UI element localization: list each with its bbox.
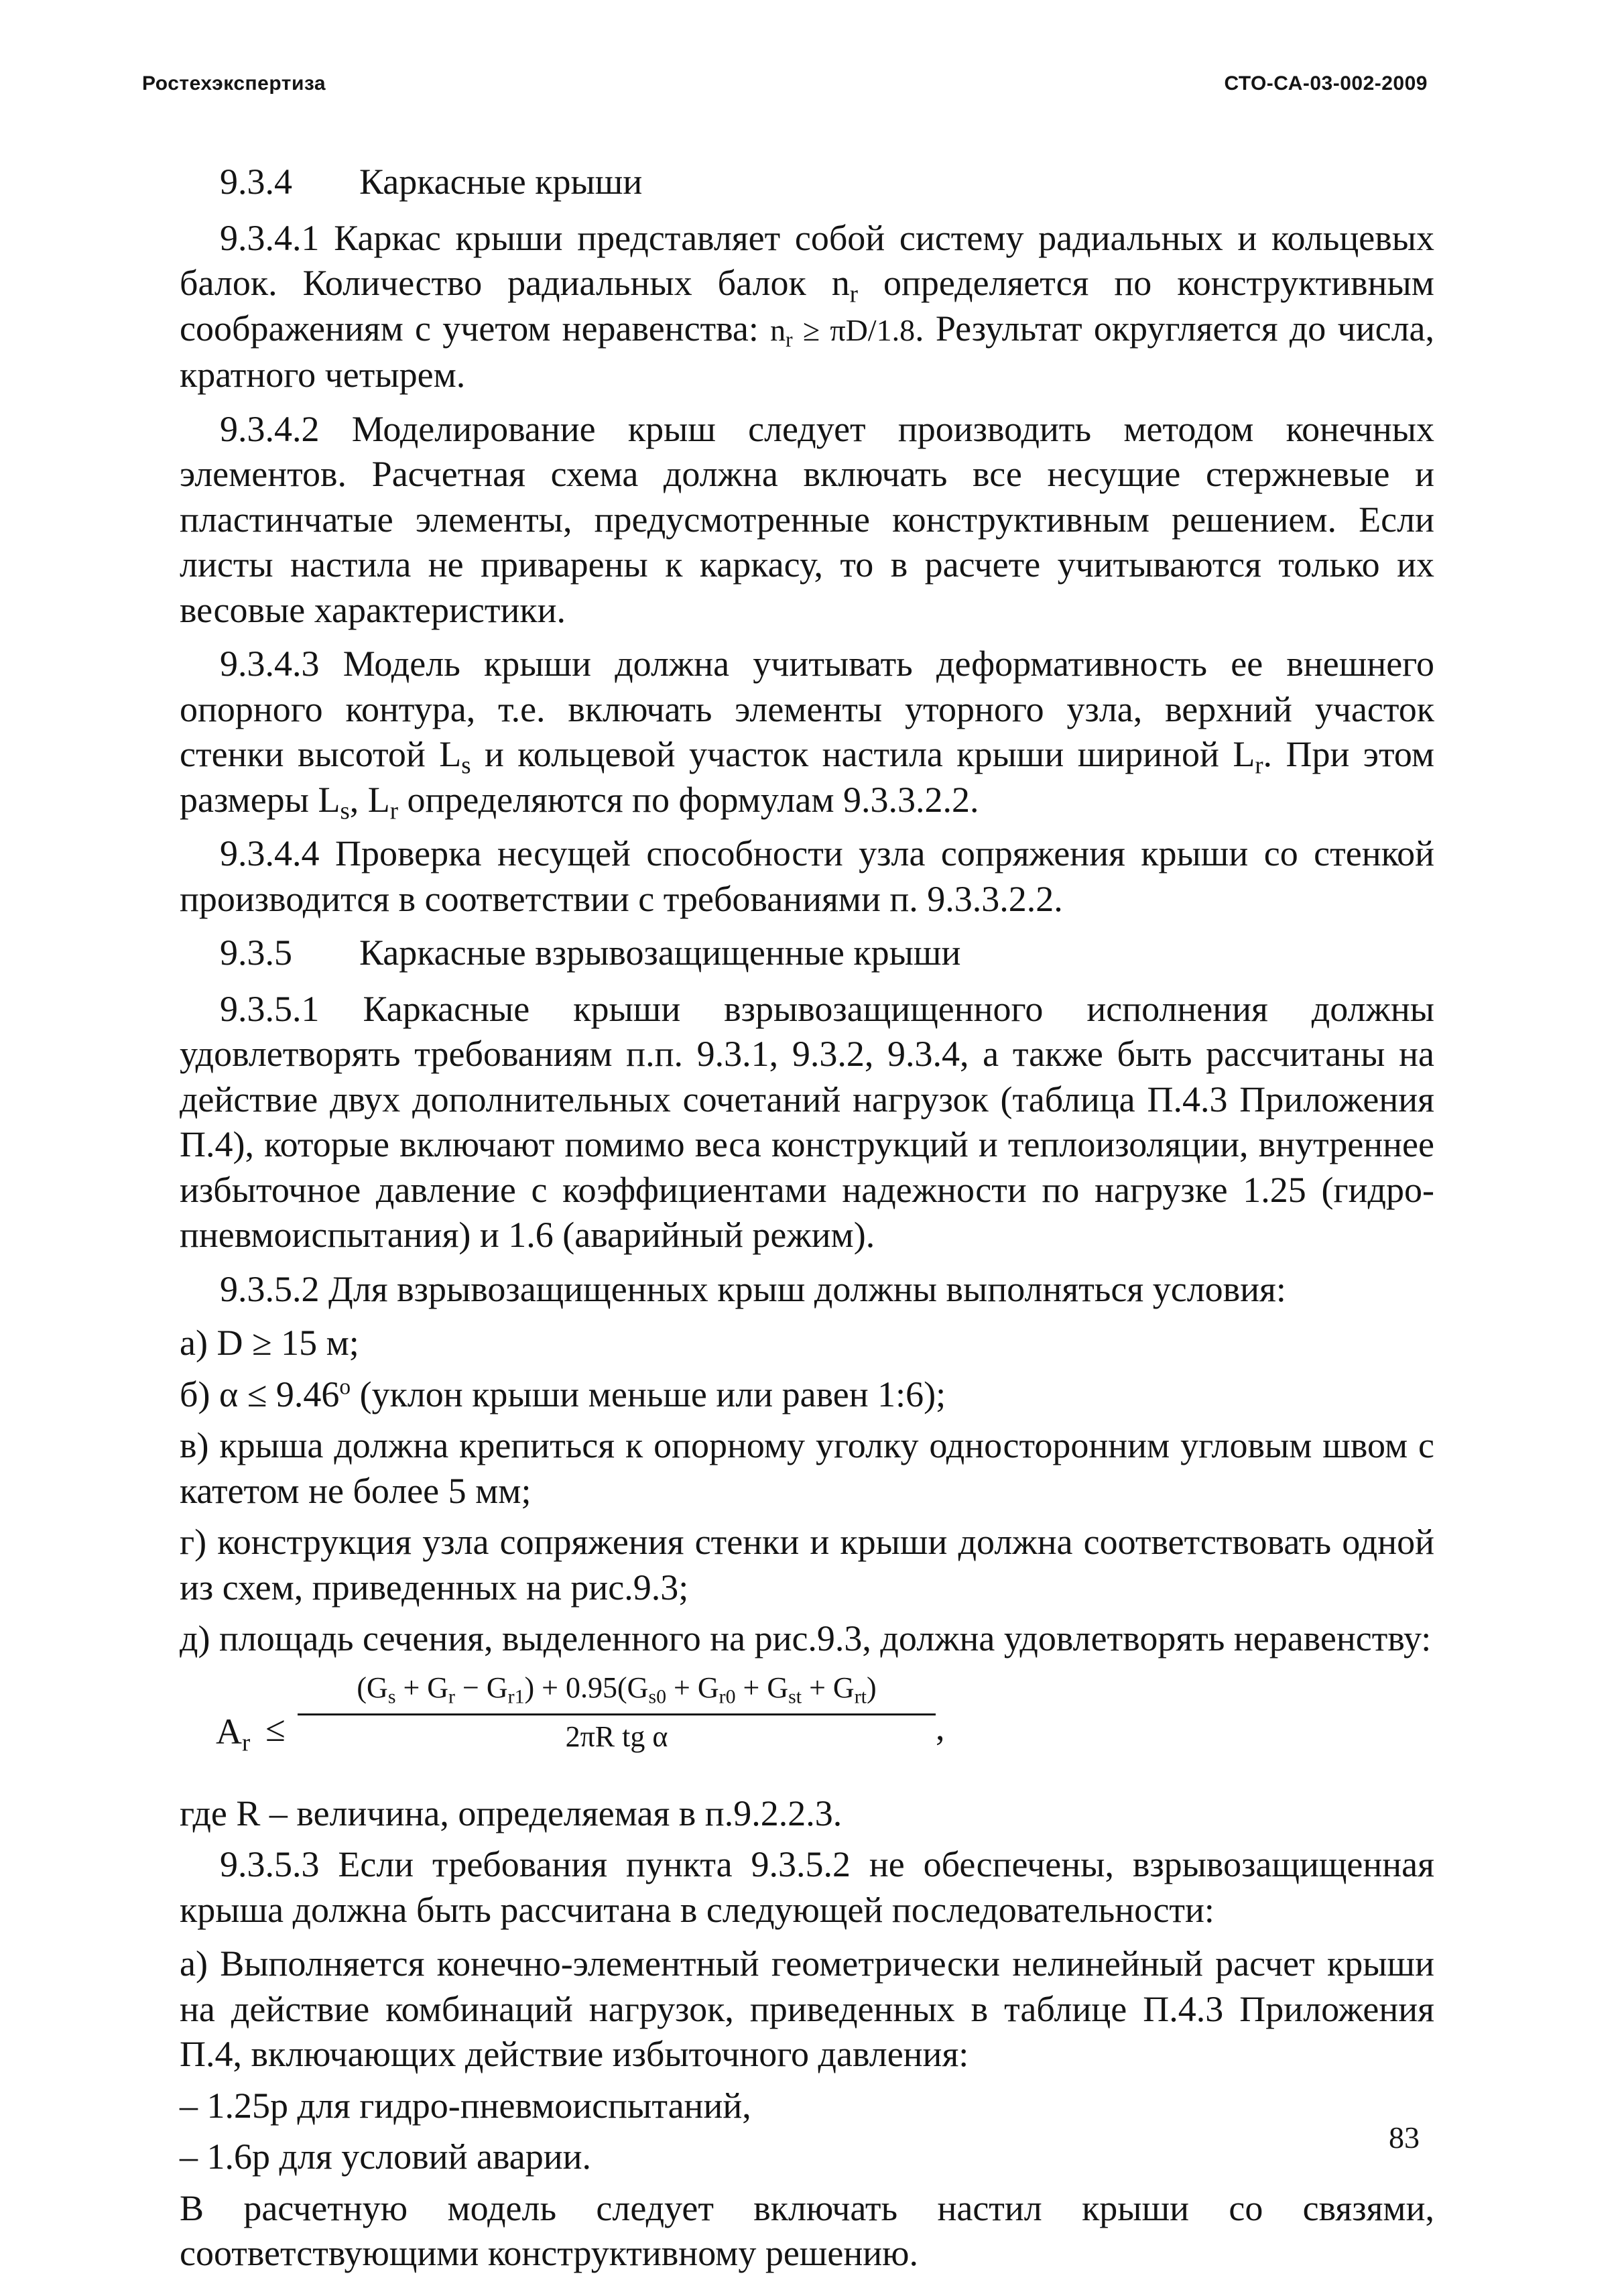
subscript: s xyxy=(340,796,350,824)
math-symbol: A xyxy=(216,1711,242,1752)
paragraph-9-3-4-4: 9.3.4.4 Проверка несущей способности узла сопряжения крыши со стенкой производится в соответствии с требованиями п. 9.3.3.2.2. xyxy=(180,833,1434,919)
where-r-note: где R – величина, определяемая в п.9.2.2.3. xyxy=(180,1793,843,1833)
formula-numerator xyxy=(295,1673,938,1711)
paragraph-text: и кольцевой участок настила крыши шириной L xyxy=(471,734,1255,774)
subscript: r xyxy=(1255,751,1263,779)
paragraph-text: 9.3.4.3 Модель крыши должна учитывать деформативность ее внешнего опорного контура, т.е. включать элементы уторного узла, верхний участок стенки высотой L xyxy=(180,644,1434,774)
page-body xyxy=(180,160,1434,2283)
paragraph-text: . При этом размеры L xyxy=(180,734,1435,820)
step-a: а) Выполняется конечно-элементный геометрически нелинейный расчет крыши на действие комбинаций нагрузок, приведенных в таблице П.4.3 Приложения П.4, включающих действие избыточного давления: xyxy=(180,1943,1434,2074)
closing-paragraph: В расчетную модель следует включать настил крыши со связями, соответствующими конструктивному решению. xyxy=(180,2187,1434,2273)
section-heading-9-3-4 xyxy=(220,160,1434,205)
condition-b xyxy=(180,1372,1434,1418)
section-heading-9-3-5 xyxy=(220,930,1434,976)
inline-inequality xyxy=(770,312,916,351)
math-term: − G xyxy=(455,1671,508,1704)
condition-a: а) D ≥ 15 м; xyxy=(180,1323,359,1363)
section-title: Каркасные взрывозащищенные крыши xyxy=(359,932,961,973)
fraction-bar xyxy=(298,1713,936,1715)
math-term: ) xyxy=(866,1671,877,1704)
subscript: r0 xyxy=(719,1685,736,1707)
section-number: 9.3.4 xyxy=(220,162,292,202)
load-case-2: – 1.6p для условий аварии. xyxy=(180,2136,591,2177)
subscript: st xyxy=(788,1685,802,1707)
formula-fraction xyxy=(295,1673,938,1752)
subscript: s0 xyxy=(648,1685,667,1707)
paragraph-9-3-4-1 xyxy=(180,216,1434,398)
math-term: ) + 0.95(G xyxy=(524,1671,649,1704)
formula-comma: , xyxy=(936,1707,945,1748)
math-term: (G xyxy=(357,1671,388,1704)
header-document-code: СТО-СА-03-002-2009 xyxy=(1224,72,1428,95)
paragraph-text: определяются по формулам 9.3.3.2.2. xyxy=(397,779,979,820)
load-case-1: – 1.25p для гидро-пневмоиспытаний, xyxy=(180,2085,751,2126)
paragraph-text: . Результат округляется до числа, кратного четырем. xyxy=(180,308,1434,395)
condition-g: г) конструкция узла сопряжения стенки и крыши должна соответствовать одной из схем, приведенных на рис.9.3; xyxy=(180,1522,1434,1608)
paragraph-9-3-5-2: 9.3.5.2 Для взрывозащищенных крыш должны выполняться условия: xyxy=(220,1268,1286,1309)
math-expression: ≥ πD/1.8 xyxy=(792,312,916,347)
math-term: + G xyxy=(395,1671,449,1704)
paragraph-9-3-5-3: 9.3.5.3 Если требования пункта 9.3.5.2 не обеспечены, взрывозащищенная крыша должна быть рассчитана в следующей последовательности: xyxy=(180,1844,1434,1930)
subscript: r xyxy=(242,1728,251,1756)
running-header xyxy=(142,72,1428,99)
condition-d: д) площадь сечения, выделенного на рис.9.3, должна удовлетворять неравенству: xyxy=(180,1618,1432,1658)
paragraph-9-3-5-1: 9.3.5.1 Каркасные крыши взрывозащищенного исполнения должны удовлетворять требованиям п.п. 9.3.1, 9.3.2, 9.3.4, а также быть рассчитаны на действие двух дополнительных сочетаний нагрузок (таблица П.4.3 Приложения П.4), которые включают помимо веса конструкций и теплоизоляции, внутреннее избыточное давление с коэффициентами надежности по нагрузке 1.25 (гидро-пневмоиспытания) и 1.6 (аварийный режим). xyxy=(180,988,1434,1255)
section-title: Каркасные крыши xyxy=(359,162,643,202)
math-term: + G xyxy=(735,1671,789,1704)
degree-sign: o xyxy=(339,1374,351,1400)
area-formula xyxy=(180,1668,1434,1791)
math-term: + G xyxy=(666,1671,719,1704)
subscript: r xyxy=(448,1685,456,1707)
condition-text: (уклон крыши меньше или равен 1:6); xyxy=(351,1374,946,1414)
subscript: r1 xyxy=(507,1685,525,1707)
condition-c: в) крыша должна крепиться к опорному уголку односторонним угловым швом с катетом не более 5 мм; xyxy=(180,1425,1434,1511)
paragraph-9-3-4-2: 9.3.4.2 Моделирование крыш следует производить методом конечных элементов. Расчетная схема должна включать все несущие стержневые и пластинчатые элементы, предусмотренные конструктивным решением. Если листы настила не приварены к каркасу, то в расчете учитываются только их весовые характеристики. xyxy=(180,408,1434,630)
subscript: r xyxy=(786,327,793,351)
math-term: + G xyxy=(802,1671,855,1704)
paragraph-text: , L xyxy=(349,779,390,820)
subscript: r xyxy=(849,280,858,308)
paragraph-9-3-4-3 xyxy=(180,642,1434,823)
formula-lhs xyxy=(216,1711,251,1756)
formula-denominator: 2πR tg α xyxy=(565,1719,668,1753)
paragraph-text: 9.3.4.1 Каркас крыши представляет собой систему радиальных и кольцевых балок. Количество радиальных балок n xyxy=(180,217,1434,303)
subscript: r xyxy=(389,796,398,824)
paragraph-text: определяется по конструктивным соображениям с учетом неравенства: xyxy=(180,263,1434,349)
subscript: s xyxy=(461,751,471,779)
subscript: rt xyxy=(854,1685,867,1707)
page-number: 83 xyxy=(1389,2120,1420,2155)
condition-text: б) α ≤ 9.46 xyxy=(180,1374,340,1414)
math-symbol: n xyxy=(770,312,786,347)
subscript: s xyxy=(387,1685,396,1707)
header-organization: Ростехэкспертиза xyxy=(142,72,326,95)
section-number: 9.3.5 xyxy=(220,932,292,973)
formula-relation: ≤ xyxy=(265,1708,286,1749)
